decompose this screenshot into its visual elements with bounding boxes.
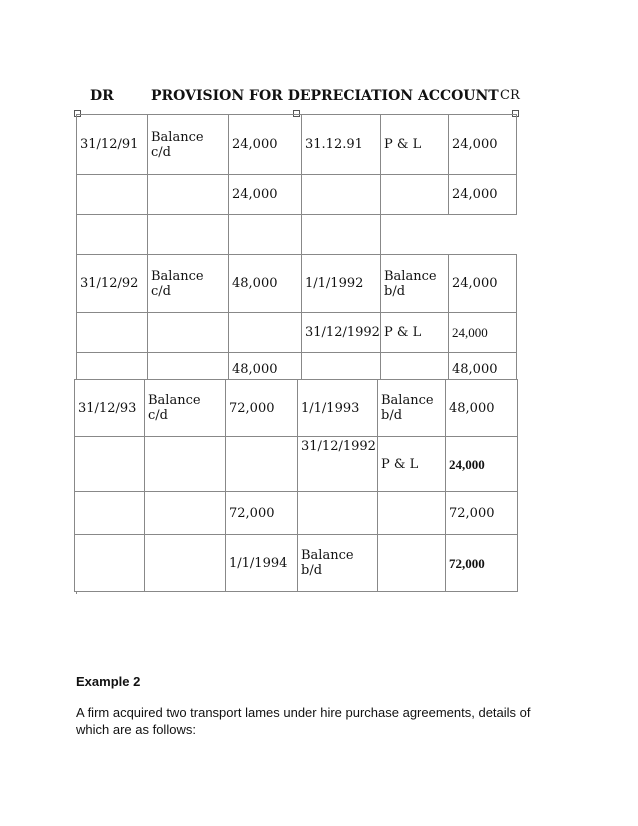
table-row bbox=[77, 353, 517, 380]
amount-cell: 48,000 bbox=[229, 255, 302, 313]
particulars-cell: P & L bbox=[378, 437, 446, 492]
table-row bbox=[77, 115, 517, 175]
particulars-cell bbox=[378, 535, 446, 592]
amount-cell: 24,000 bbox=[449, 175, 517, 215]
depreciation-table-2 bbox=[74, 379, 518, 592]
date-cell bbox=[302, 353, 381, 380]
particulars-cell: Balance b/d bbox=[381, 255, 449, 313]
date-cell: 31/12/1992 bbox=[302, 313, 381, 353]
amount-cell: 48,000 bbox=[449, 353, 517, 380]
amount-cell: 24,000 bbox=[229, 175, 302, 215]
date-cell: 31/12/1992 bbox=[298, 437, 378, 492]
empty-cell bbox=[449, 215, 517, 255]
table-row bbox=[75, 437, 518, 492]
amount-cell: 72,000 bbox=[226, 380, 298, 437]
particulars-cell: P & L bbox=[381, 115, 449, 175]
table-border-stub bbox=[76, 591, 77, 594]
date-cell: 1/1/1992 bbox=[302, 255, 381, 313]
amount-cell: 24,000 bbox=[446, 437, 518, 492]
amount-cell bbox=[226, 437, 298, 492]
example-heading: Example 2 bbox=[76, 674, 141, 689]
particulars-cell bbox=[381, 353, 449, 380]
amount-cell: 24,000 bbox=[229, 115, 302, 175]
date-cell: 31/12/91 bbox=[77, 115, 148, 175]
particulars-cell: Balance c/d bbox=[148, 115, 229, 175]
particulars-cell: Balance b/d bbox=[298, 535, 378, 592]
particulars-cell: Balance c/d bbox=[148, 255, 229, 313]
account-title: PROVISION FOR DEPRECIATION ACCOUNT bbox=[151, 88, 499, 104]
amount-cell: 72,000 bbox=[446, 535, 518, 592]
cr-label: CR bbox=[500, 88, 520, 103]
empty-cell bbox=[148, 215, 229, 255]
amount-cell: 48,000 bbox=[446, 380, 518, 437]
amount-cell: 72,000 bbox=[226, 492, 298, 535]
date-cell bbox=[77, 175, 148, 215]
date-cell: 31/12/92 bbox=[77, 255, 148, 313]
amount-cell: 72,000 bbox=[446, 492, 518, 535]
date-cell: 1/1/1994 bbox=[226, 535, 298, 592]
depreciation-table-1 bbox=[76, 114, 517, 380]
amount-cell: 48,000 bbox=[229, 353, 302, 380]
table-row bbox=[77, 175, 517, 215]
dr-label: DR bbox=[90, 88, 114, 104]
example-paragraph: A firm acquired two transport lames under hire purchase agreements, details of which are as follows: bbox=[76, 705, 531, 737]
table-row bbox=[77, 215, 517, 255]
amount-cell bbox=[229, 313, 302, 353]
particulars-cell bbox=[148, 353, 229, 380]
particulars-cell: Balance c/d bbox=[145, 380, 226, 437]
amount-cell: 24,000 bbox=[449, 115, 517, 175]
date-cell bbox=[75, 437, 145, 492]
table-row bbox=[75, 380, 518, 437]
date-cell: 1/1/1993 bbox=[298, 380, 378, 437]
table-row bbox=[77, 313, 517, 353]
particulars-cell: P & L bbox=[381, 313, 449, 353]
particulars-cell: Balance b/d bbox=[378, 380, 446, 437]
date-cell: 31/12/93 bbox=[75, 380, 145, 437]
particulars-cell bbox=[145, 437, 226, 492]
table-row bbox=[75, 492, 518, 535]
empty-cell bbox=[229, 215, 302, 255]
empty-cell bbox=[302, 215, 381, 255]
table-row bbox=[75, 535, 518, 592]
date-cell bbox=[75, 535, 145, 592]
amount-cell: 24,000 bbox=[449, 255, 517, 313]
particulars-cell bbox=[381, 175, 449, 215]
empty-cell bbox=[381, 215, 449, 255]
amount-cell: 24,000 bbox=[449, 313, 517, 353]
particulars-cell bbox=[148, 313, 229, 353]
table-row bbox=[77, 255, 517, 313]
date-cell bbox=[298, 492, 378, 535]
particulars-cell bbox=[145, 492, 226, 535]
date-cell bbox=[302, 175, 381, 215]
date-cell bbox=[77, 313, 148, 353]
date-cell bbox=[75, 492, 145, 535]
particulars-cell bbox=[378, 492, 446, 535]
date-cell bbox=[77, 353, 148, 380]
date-cell: 31.12.91 bbox=[302, 115, 381, 175]
particulars-cell bbox=[148, 175, 229, 215]
particulars-cell bbox=[145, 535, 226, 592]
empty-cell bbox=[77, 215, 148, 255]
